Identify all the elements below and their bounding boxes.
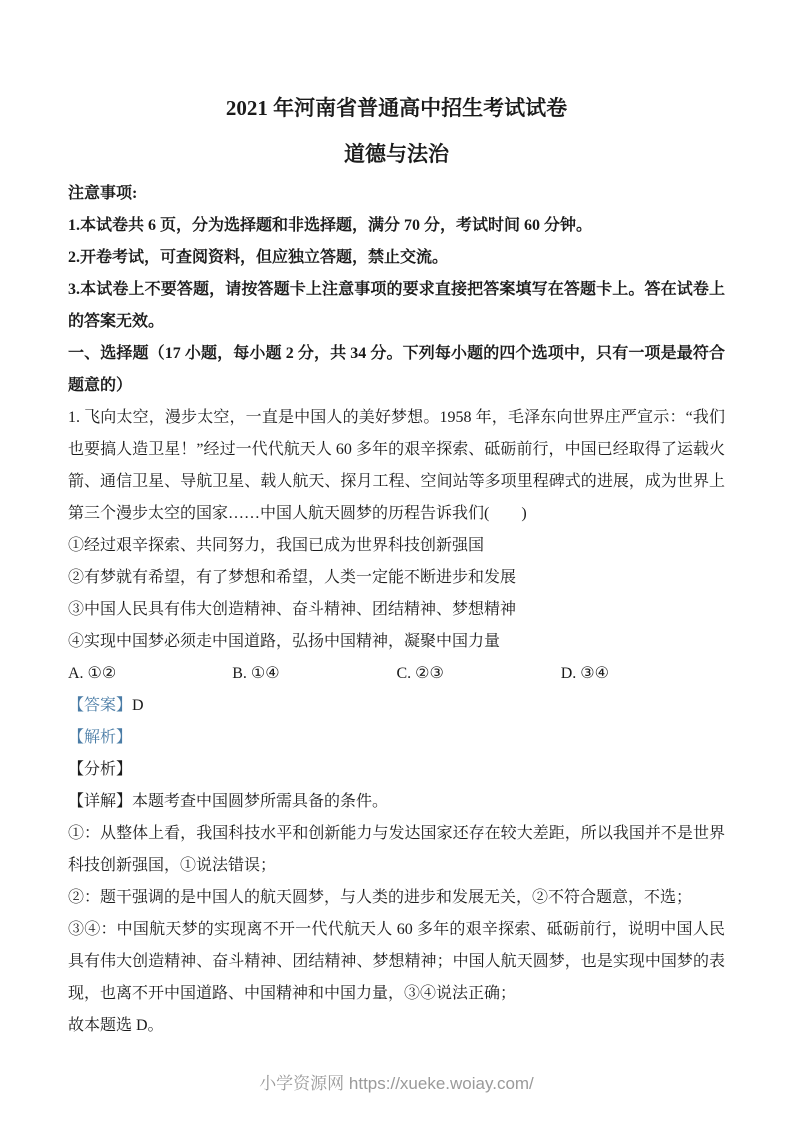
footer-watermark: 小学资源网 https://xueke.woiay.com/ — [259, 1074, 534, 1093]
page-subtitle: 道德与法治 — [344, 142, 449, 166]
question-stem: 1. 飞向太空，漫步太空，一直是中国人的美好梦想。1958 年，毛泽东向世界庄严宣示：“我们也要搞人造卫星！”经过一代代航天人 60 多年的艰辛探索、砥砺前行，中国已经取得了运载火箭、通信卫星、导航卫星、载人航天、探月工程、空间站等多项里程碑式的进展，成为世界上第三个漫步太空的国家……中国人航天圆梦的历程告诉我们( ) — [68, 409, 725, 522]
notice-item: 3.本试卷上不要答题，请按答题卡上注意事项的要求直接把答案填写在答题卡上。答在试卷上的答案无效。 — [68, 281, 725, 330]
options-row — [68, 658, 725, 690]
page-title: 2021 年河南省普通高中招生考试试卷 — [225, 96, 568, 120]
question-statement: ③中国人民具有伟大创造精神、奋斗精神、团结精神、梦想精神 — [68, 601, 517, 618]
analysis-label-line — [68, 722, 725, 754]
notice-heading: 注意事项: — [68, 185, 138, 202]
option-d: D. ③④ — [560, 665, 609, 682]
explanation-paragraph: ①：从整体上看，我国科技水平和创新能力与发达国家还存在较大差距，所以我国并不是世界科技创新强国，①说法错误； — [68, 825, 725, 874]
detail-label: 【详解】 — [68, 793, 133, 810]
section-heading: 一、选择题（17 小题，每小题 2 分，共 34 分。下列每小题的四个选项中，只有一项是最符合题意的） — [68, 345, 725, 394]
detail-intro-text: 本题考查中国圆梦所需具备的条件。 — [132, 793, 389, 810]
option-a: A. ①② — [68, 665, 117, 682]
question-statement: ④实现中国梦必须走中国道路，弘扬中国精神，凝聚中国力量 — [68, 633, 501, 650]
explanation-conclusion: 故本题选 D。 — [68, 1017, 164, 1034]
analysis-label: 【解析】 — [68, 729, 133, 746]
question-statement: ①经过艰辛探索、共同努力，我国已成为世界科技创新强国 — [68, 537, 485, 554]
option-c: C. ②③ — [396, 665, 444, 682]
answer-line — [68, 690, 725, 722]
notice-item: 2.开卷考试，可查阅资料，但应独立答题，禁止交流。 — [68, 249, 449, 266]
answer-label: 【答案】 — [68, 697, 133, 714]
fenxi-label-line: 【分析】 — [68, 761, 133, 778]
question-statement: ②有梦就有希望，有了梦想和希望，人类一定能不断进步和发展 — [68, 569, 517, 586]
explanation-paragraph: ②：题干强调的是中国人的航天圆梦，与人类的进步和发展无关，②不符合题意，不选； — [68, 889, 693, 906]
explanation-paragraph: ③④：中国航天梦的实现离不开一代代航天人 60 多年的艰辛探索、砥砺前行，说明中国人民具有伟大创造精神、奋斗精神、团结精神、梦想精神；中国人航天圆梦，也是实现中国梦的表现，也离不开中国道路、中国精神和中国力量，③④说法正确； — [68, 921, 725, 1002]
notice-item: 1.本试卷共 6 页，分为选择题和非选择题，满分 70 分，考试时间 60 分钟。 — [68, 217, 593, 234]
option-b: B. ①④ — [232, 665, 280, 682]
detail-intro-line — [68, 786, 725, 818]
answer-value: D — [132, 697, 144, 714]
